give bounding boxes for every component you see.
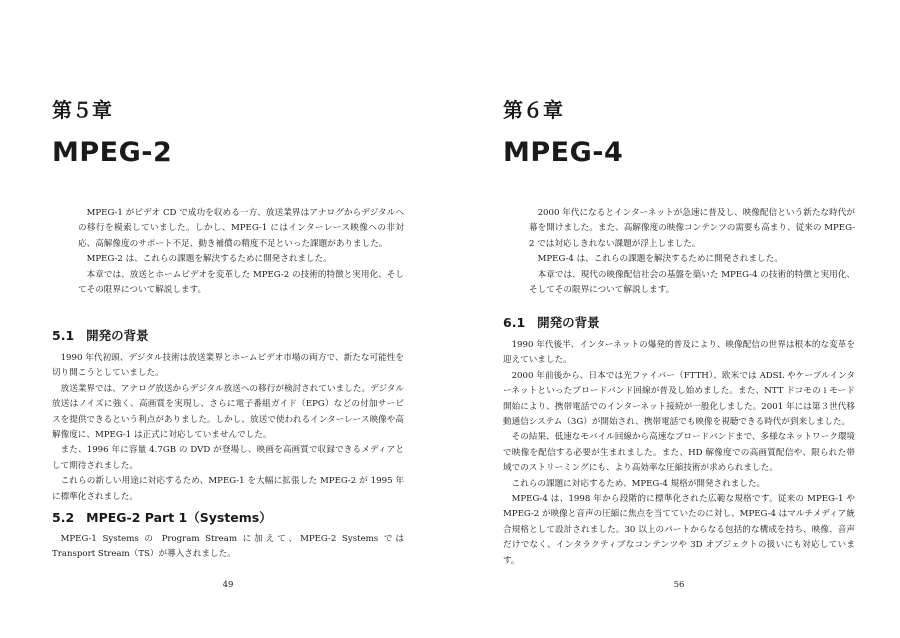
paragraph: 1990 年代初頭、デジタル技術は放送業界とホームビデオ市場の両方で、新たな可能性を切り開こうとしていました。 [52,353,404,379]
chapter-label: 第５章 [52,98,112,122]
paragraph: これらの新しい用途に対応するため、MPEG-1 を大幅に拡張した MPEG-2 が 1995 年に標準化されました。 [52,476,404,502]
chapter-title: MPEG-4 [503,137,624,168]
paragraph: 2000 年代になるとインターネットが急速に普及し、映像配信という新たな時代が幕を開けました。また、高解像度の映像コンテンツの需要も高まり、従来の MPEG-2 では対応しきれない課題が浮上しました。 [529,208,855,249]
chapter-intro [52,206,404,298]
section-title: MPEG-2 Part 1（Systems） [86,510,272,525]
section-body [503,338,855,569]
section-heading [503,313,600,331]
section-number: 6.1 [503,315,526,330]
paragraph: 本章では、現代の映像配信社会の基盤を築いた MPEG-4 の技術的特徴と実用化、そしてその限界について解説します。 [529,269,855,296]
paragraph: その結果、低速なモバイル回線から高速なブロードバンドまで、多様なネットワーク環境で映像を配信する必要が生まれました。また、HD 解像度での高画質配信や、限られた帯域でのストリーミングにも、より高効率な圧縮技術が求められました。 [503,432,856,474]
chapter-label: 第６章 [503,98,563,122]
right-page [503,0,855,638]
paragraph: 1990 年代後半、インターネットの爆発的普及により、映像配信の世界は根本的な変革を迎えていました。 [503,340,855,366]
paragraph: MPEG-1 Systems の Program Stream に加えて、MPEG-2 Systems では Transport Stream（TS）が導入されました。 [52,534,404,560]
paragraph: 放送業界では、アナログ放送からデジタル放送への移行が検討されていました。デジタル放送はノイズに強く、高画質を実現し、さらに電子番組ガイド（EPG）などの付加サービスを提供できるという利点がありました。しかし、放送で使われるインターレース映像や高解像度に、MPEG-1 は正式に対応していませんでした。 [52,383,404,441]
paragraph: MPEG-2 は、これらの課題を解決するために開発されました。 [86,254,332,265]
left-page [52,0,404,638]
section-number: 5.2 [52,510,75,525]
paragraph: また、1996 年に容量 4.7GB の DVD が登場し、映画を高画質で収録できるメディアとして期待されました。 [52,445,404,471]
section-body [52,351,404,505]
page-number: 56 [673,580,685,590]
paragraph: 2000 年前後から、日本では光ファイバー（FTTH）、欧米では ADSL やケーブルインターネットといったブロードバンド回線が普及し始めました。また、NTT ドコモの i モード開始により、携帯電話でのインターネット接続が一般化しました。2001 年には第３世代移動通信システム（3G）が開始され、携帯電話でも映像を視聴できる時代が到来しました。 [503,370,855,428]
section-heading [52,508,272,526]
paragraph: MPEG-1 がビデオ CD で成功を収める一方、放送業界はアナログからデジタルへの移行を模索していました。しかし、MPEG-1 にはインターレース映像への非対応、高解像度のサポート不足、動き補償の精度不足といった課題がありました。 [78,208,404,249]
chapter-intro [503,206,855,298]
section-title: 開発の背景 [86,328,149,343]
paragraph: MPEG-4 は、1998 年から段階的に標準化された広範な規格です。従来の MPEG-1 や MPEG-2 が映像と音声の圧縮に焦点を当てていたのに対し、MPEG-4 はマルチメディア統合規格として設計されました。30 以上のパートからなる包括的な構成を持ち、映像、音声だけでなく、インタラクティブなコンテンツや 3D オブジェクトの扱いにも対応しています。 [503,494,855,566]
section-title: 開発の背景 [537,315,600,330]
paragraph: 本章では、放送とホームビデオを変革した MPEG-2 の技術的特徴と実用化、そしてその限界について解説します。 [78,269,404,296]
chapter-title: MPEG-2 [52,137,173,168]
paragraph: これらの課題に対応するため、MPEG-4 規格が開発されました。 [511,478,766,489]
paragraph: MPEG-4 は、これらの課題を解決するために開発されました。 [537,254,783,265]
section-body [52,532,404,563]
page-number: 49 [222,580,234,590]
section-number: 5.1 [52,328,75,343]
section-heading [52,326,149,344]
